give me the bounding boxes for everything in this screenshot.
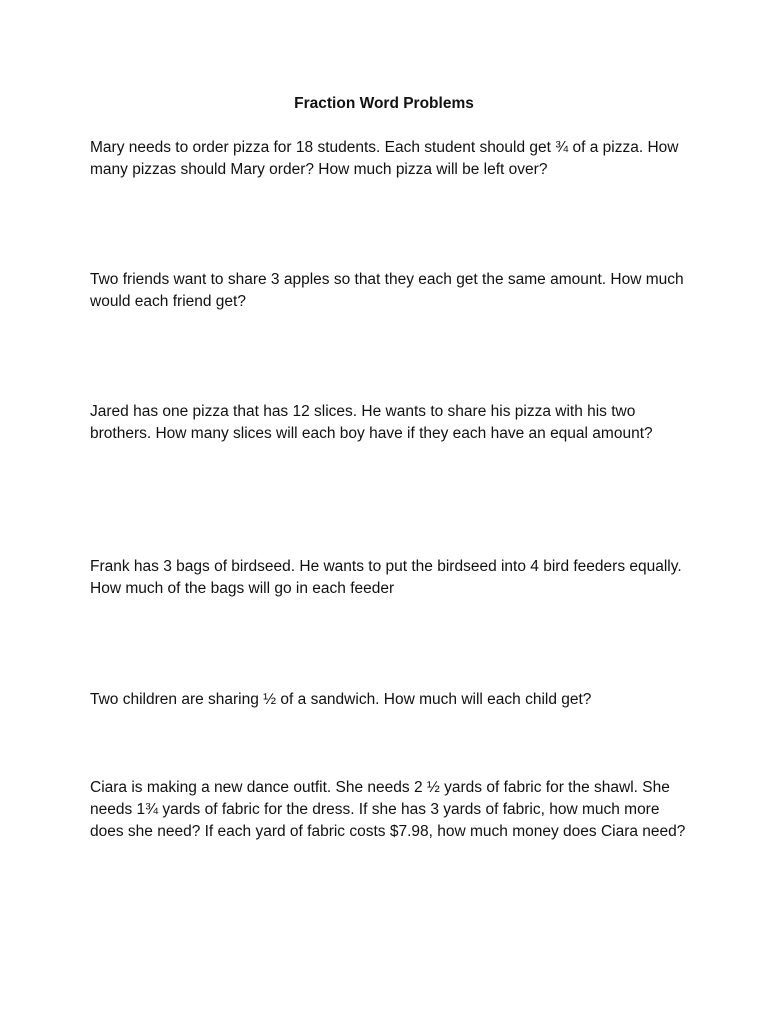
word-problem-3: Jared has one pizza that has 12 slices. He wants to share his pizza with his two brothers. How many slices will each boy have if they each have an equal amount? (90, 403, 653, 442)
page-title: Fraction Word Problems (294, 95, 474, 112)
word-problem-5: Two children are sharing ½ of a sandwich. How much will each child get? (90, 691, 592, 708)
word-problem-6: Ciara is making a new dance outfit. She needs 2 ½ yards of fabric for the shawl. She needs 1¾ yards of fabric for the dress. If she has 3 yards of fabric, how much more does she need? If each yard of fabric costs $7.98, how much money does Ciara need? (90, 779, 686, 840)
word-problem-4: Frank has 3 bags of birdseed. He wants to put the birdseed into 4 bird feeders equally. How much of the bags will go in each feeder (90, 558, 682, 597)
word-problem-1: Mary needs to order pizza for 18 students. Each student should get ¾ of a pizza. How many pizzas should Mary order? How much pizza will be left over? (90, 139, 679, 178)
word-problem-2: Two friends want to share 3 apples so that they each get the same amount. How much would each friend get? (90, 271, 684, 310)
